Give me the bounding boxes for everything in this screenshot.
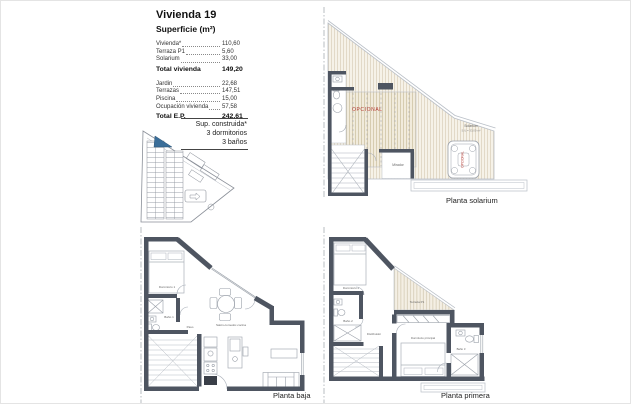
surface-info-panel: [156, 9, 249, 120]
dining-table: [210, 289, 242, 321]
row-label: Terraza P1: [156, 48, 186, 55]
bedrooms-count: 3 dormitorios: [206, 129, 247, 137]
surface-row: [156, 96, 249, 104]
row-label: Piscina: [156, 95, 176, 102]
row-value: 15,00: [222, 95, 238, 102]
sofa: [263, 349, 299, 388]
row-value: 110,60: [222, 41, 240, 47]
total-value: 242,61: [222, 112, 243, 120]
row-label: Jardin: [156, 80, 173, 87]
row-label: Ocupación vivienda: [156, 103, 209, 110]
surface-row: [156, 41, 249, 49]
dotted-leader: [180, 93, 220, 94]
row-label: Vivienda*: [156, 41, 182, 47]
first-plan-title: Planta primera: [441, 391, 490, 400]
wardrobe: [397, 316, 450, 323]
sideboard: [271, 349, 297, 358]
surface-row: [156, 88, 249, 96]
surface-row: [156, 49, 249, 57]
distribuidor-label: Distribuidor: [366, 332, 382, 336]
construida-heading: Sup. construida*: [195, 120, 247, 128]
surface-row: [156, 56, 249, 64]
row-value: 22,68: [222, 80, 238, 87]
solarium-bath-strip: [332, 73, 347, 143]
total-label: Total E.P.: [156, 112, 186, 120]
stair-treads: [334, 346, 380, 376]
opcional-annotation: OPCIONAL: [352, 107, 383, 113]
mirador-label: Mirador: [392, 163, 404, 167]
dotted-leader: [182, 46, 220, 47]
surface-row: [156, 81, 249, 89]
surface-row: [156, 104, 249, 112]
total-vivienda-row: [156, 66, 249, 73]
jacuzzi-opcional-annotation: OPCIONAL: [460, 151, 465, 168]
floor-plan-ground: [127, 227, 319, 403]
bano2-label: Baño 2: [343, 319, 353, 323]
bano3-label: Baño 3: [456, 347, 466, 351]
bano1-label: Baño 1: [164, 315, 174, 319]
diagonal-wall: [365, 239, 393, 269]
dotted-leader: [173, 86, 220, 87]
solarium-area-label: Solarium: [464, 124, 478, 128]
spacer: [156, 73, 249, 81]
bath-3-fixtures: [451, 330, 479, 375]
salon-label: Salón-comedor-cocina: [215, 323, 247, 327]
solarium-area-value: S.U.= 33,00 m²: [461, 128, 481, 133]
ground-plan-title: Planta baja: [273, 391, 311, 400]
total-label: Total vivienda: [156, 65, 201, 73]
bed-2: [334, 243, 366, 285]
terraza-label: Terraza P1: [409, 300, 425, 304]
right-wall-window: [300, 353, 305, 375]
paso-label: Paso: [186, 325, 194, 329]
dormitorio2-label: Dormitorio 2: [342, 286, 360, 290]
site-plan: [127, 127, 241, 235]
row-label: Terrazas: [156, 88, 180, 95]
bath-1-fixtures: [148, 300, 163, 332]
dotted-leader: [176, 101, 220, 102]
bathrooms-count: 3 baños: [222, 138, 247, 146]
terrace-edge-strip: [411, 180, 527, 191]
row-value: 57,58: [222, 103, 238, 110]
dormitorio1-label: Dormitorio 1: [158, 285, 176, 289]
row-label: Solarium: [156, 56, 180, 63]
dotted-leader: [181, 62, 220, 63]
diagonal-window: [211, 267, 257, 299]
row-value: 147,51: [222, 88, 241, 95]
floor-plan-solarium: [319, 7, 531, 199]
kitchen-counters: [204, 337, 248, 385]
dotted-leader: [186, 54, 220, 55]
right-wall-window: [480, 335, 485, 353]
vivienda-19-location-marker: [154, 136, 172, 147]
stair-treads: [149, 336, 198, 386]
diagonal-wall-lower: [255, 298, 272, 308]
dotted-leader: [209, 109, 220, 110]
row-value: 5,60: [222, 48, 234, 55]
stairwell: [332, 145, 365, 194]
solarium-plan-title: Planta solarium: [446, 196, 498, 205]
dormitorio-principal-label: Dormitorio principal: [410, 336, 436, 340]
page-title: Vivienda 19: [156, 9, 217, 21]
floor-plan-first: [317, 227, 509, 403]
surface-subtitle: Superficie (m²): [156, 24, 216, 34]
master-bed: [401, 343, 445, 377]
total-value: 149,20: [222, 65, 243, 73]
row-value: 33,00: [222, 56, 238, 63]
